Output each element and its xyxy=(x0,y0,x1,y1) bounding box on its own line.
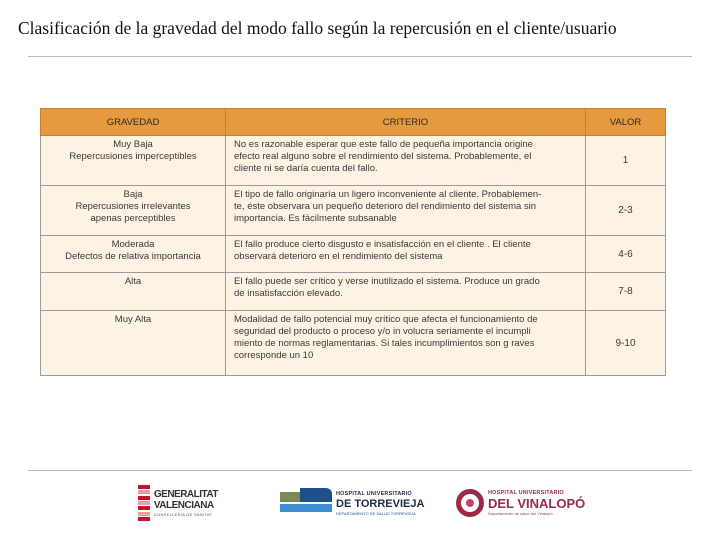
valor-cell: 2-3 xyxy=(586,186,666,236)
gravedad-line: Muy Baja xyxy=(113,139,153,150)
criterio-cell xyxy=(226,186,586,236)
valor-cell: 7-8 xyxy=(586,273,666,311)
criterio-line: miento de normas reglamentarias. Si tales incumplimientos son g raves xyxy=(234,338,535,349)
logo-text: CONSELLERIA DE SANITAT xyxy=(153,511,213,517)
criterio-cell xyxy=(226,236,586,273)
gravedad-line: Repercusiones irrelevantes xyxy=(75,201,191,212)
valor-cell: 9-10 xyxy=(586,311,666,376)
criterio-line: No es razonable esperar que este fallo de pequeña importancia origine xyxy=(234,139,533,150)
logo-text: DEL VINALOPÓ xyxy=(488,496,586,511)
logo-text: HOSPITAL UNIVERSITARIO xyxy=(336,490,412,497)
gravedad-line: Muy Alta xyxy=(114,314,152,325)
logo-text: GENERALITAT xyxy=(153,488,218,500)
vinalopo-emblem-icon xyxy=(456,489,484,517)
generalitat-logo xyxy=(138,480,218,526)
gravedad-line: Baja xyxy=(123,189,143,200)
valor-cell: 4-6 xyxy=(586,236,666,273)
vinalopo-logo xyxy=(456,480,596,526)
criterio-line: cliente ni se daría cuenta del fallo. xyxy=(234,163,378,174)
criterio-cell xyxy=(226,136,586,186)
gravedad-line: Repercusiones imperceptibles xyxy=(69,151,197,162)
criterio-line: efecto real alguno sobre el rendimiento del sistema. Probablemente, el xyxy=(234,151,532,162)
criterio-line: El tipo de fallo originaría un ligero inconveniente al cliente. Probablemen- xyxy=(234,189,542,200)
logo-text: DEPARTAMENTO DE SALUD TORREVIEJA xyxy=(336,510,416,516)
table-row xyxy=(41,273,666,311)
top-divider xyxy=(28,56,692,57)
valor-cell: 1 xyxy=(586,136,666,186)
gravedad-line: Alta xyxy=(124,276,142,287)
gravedad-cell xyxy=(41,236,226,273)
table-row xyxy=(41,136,666,186)
gravedad-cell xyxy=(41,136,226,186)
criterio-line: El fallo produce cierto disgusto e insatisfacción en el cliente . El cliente xyxy=(234,239,531,250)
criterio-cell xyxy=(226,311,586,376)
criterio-line: El fallo puede ser crítico y verse inutilizado el sistema. Produce un grado xyxy=(234,276,540,287)
criterio-line: te, éste observara un pequeño deterioro del rendimiento del sistema sin xyxy=(234,201,537,212)
criterio-line: seguridad del producto o proceso y/o in volucra seriamente el incumpli xyxy=(234,326,531,337)
header-gravedad: GRAVEDAD xyxy=(41,109,226,136)
gravedad-line: apenas perceptibles xyxy=(90,213,176,224)
table-row xyxy=(41,186,666,236)
gravedad-line: Moderada xyxy=(111,239,155,250)
gravedad-line: Defectos de relativa importancia xyxy=(65,251,201,262)
header-valor: VALOR xyxy=(586,109,666,136)
criterio-line: corresponde un 10 xyxy=(234,350,314,361)
table-header-row xyxy=(41,109,666,136)
logo-text: Departamento de salud del Vinalopó xyxy=(488,511,553,516)
table-row xyxy=(41,311,666,376)
gravedad-cell xyxy=(41,273,226,311)
criterio-line: importancia. Es fácilmente subsanable xyxy=(234,213,397,224)
gravedad-cell xyxy=(41,186,226,236)
slide-title: Clasificación de la gravedad del modo fallo según la repercusión en el cliente/usuario xyxy=(18,18,617,38)
header-criterio: CRITERIO xyxy=(226,109,586,136)
bottom-divider xyxy=(28,470,692,471)
torrevieja-logo xyxy=(280,480,435,526)
logo-text: HOSPITAL UNIVERSITARIO xyxy=(488,490,564,496)
criterio-line: de insatisfacción elevado. xyxy=(234,288,343,299)
criterio-line: observará deterioro en el rendimiento del sistema xyxy=(234,251,443,262)
table-row xyxy=(41,236,666,273)
severity-table xyxy=(40,108,666,376)
logo-text: DE TORREVIEJA xyxy=(336,497,425,510)
generalitat-emblem-icon xyxy=(138,485,150,521)
torrevieja-emblem-icon xyxy=(280,488,332,518)
gravedad-cell xyxy=(41,311,226,376)
criterio-cell xyxy=(226,273,586,311)
logo-text: VALENCIANA xyxy=(153,499,214,511)
criterio-line: Modalidad de fallo potencial muy crítico que afecta el funcionamiento de xyxy=(234,314,538,325)
